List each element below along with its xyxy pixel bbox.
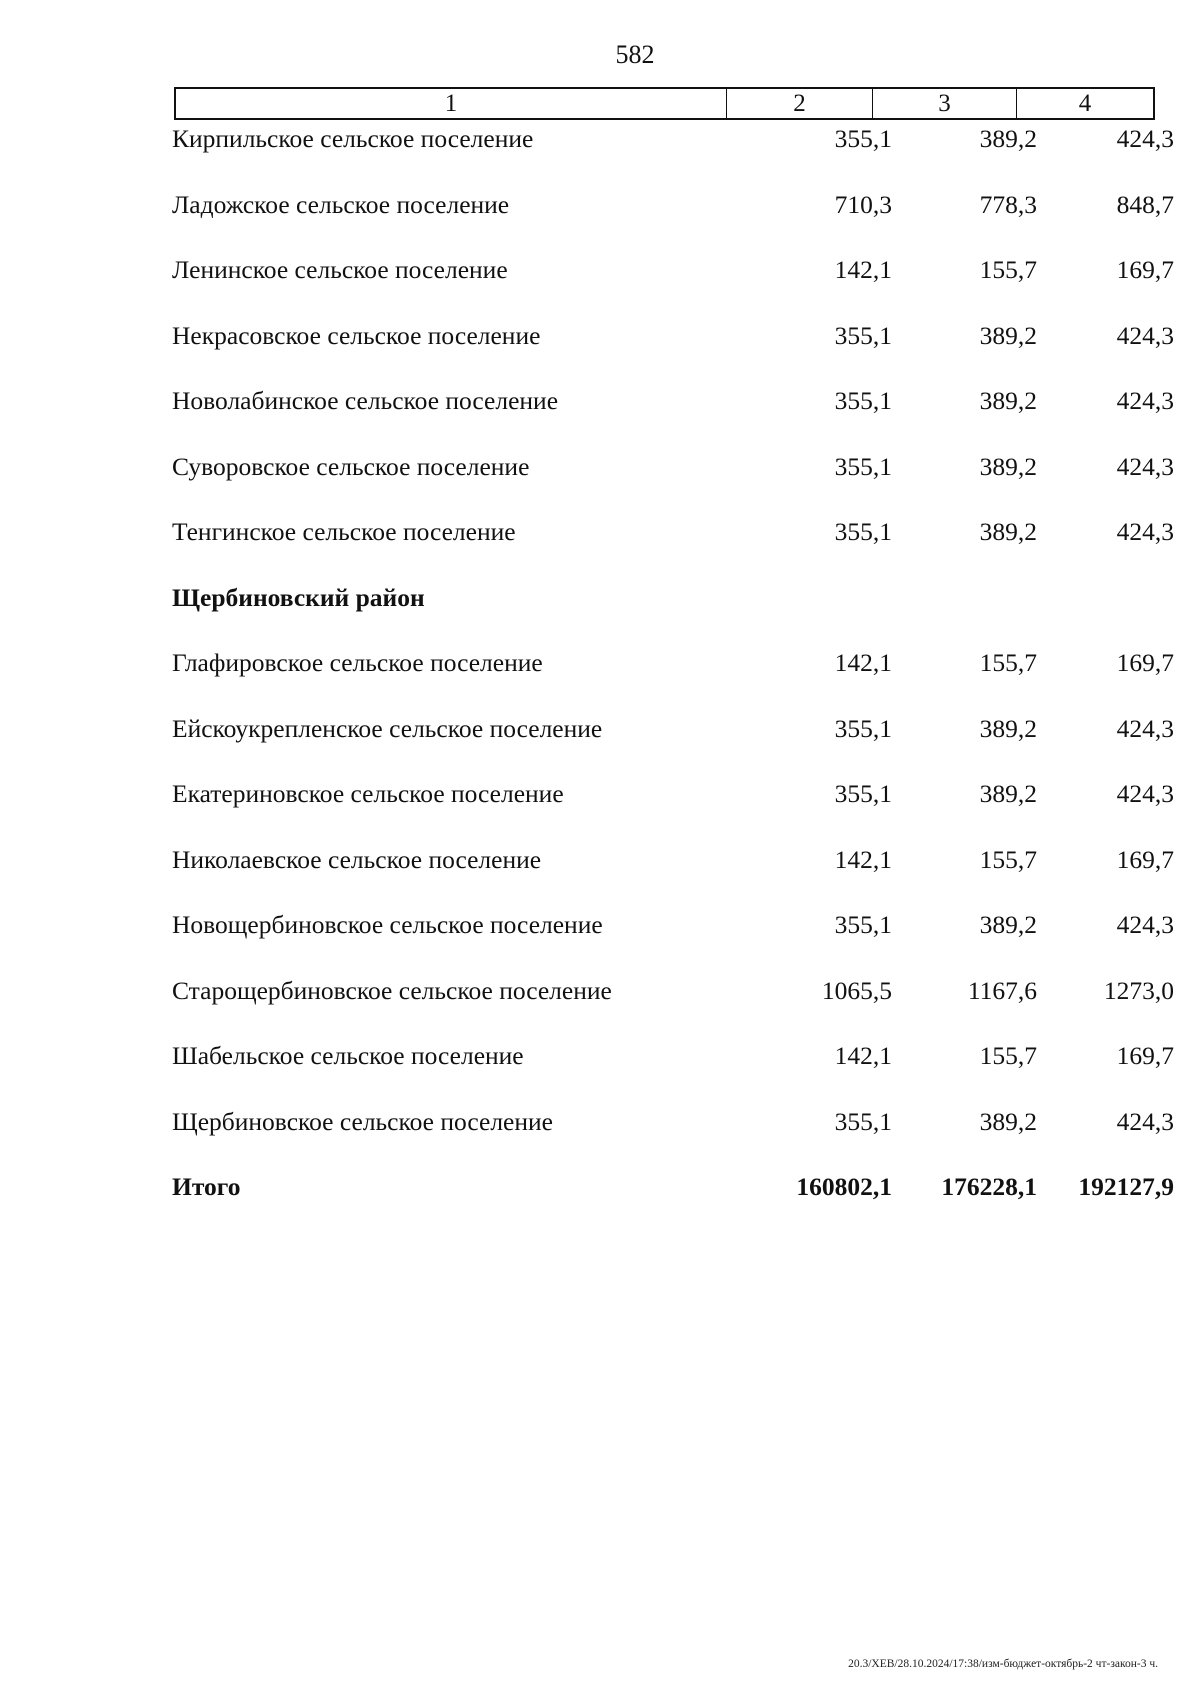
table-header-row [174, 87, 1155, 120]
row-value-col-2: 355,1 [834, 713, 892, 743]
row-value-col-4: 848,7 [1116, 189, 1174, 219]
table-row [172, 776, 1174, 842]
row-value-col-4: 169,7 [1116, 844, 1174, 874]
row-value-col-2: 355,1 [834, 779, 892, 808]
row-value-col-4: 169,7 [1116, 648, 1174, 677]
row-name: Кирпильское сельское поселение [172, 124, 534, 153]
table-header-col-1: 1 [176, 89, 727, 118]
row-name: Ладожское сельское поселение [172, 189, 510, 219]
row-value-col-3: 389,2 [979, 386, 1037, 415]
row-value-col-3: 389,2 [979, 1106, 1037, 1136]
table-row [172, 252, 1174, 318]
row-value-col-4: 424,3 [1116, 386, 1174, 415]
row-value-col-4: 424,3 [1116, 320, 1174, 350]
row-value-col-4: 424,3 [1116, 1106, 1174, 1136]
row-name: Некрасовское сельское поселение [172, 320, 541, 350]
row-value-col-2: 355,1 [834, 1106, 892, 1136]
row-value-col-2: 1065,5 [821, 975, 892, 1005]
table-row [172, 1038, 1174, 1104]
row-value-col-4: 424,3 [1116, 451, 1174, 481]
table-row [172, 187, 1174, 253]
table-header-col-4: 4 [1078, 90, 1092, 117]
row-name: Глафировское сельское поселение [172, 648, 543, 677]
row-value-col-3: 176228,1 [941, 1172, 1037, 1201]
row-value-col-3: 155,7 [979, 844, 1037, 874]
document-footer-stamp: 20.3/ХЕВ/28.10.2024/17:38/изм-бюджет-октябрь-2 чт-закон-3 ч. [848, 1658, 1158, 1670]
row-value-col-3: 389,2 [979, 124, 1037, 153]
row-value-col-2: 355,1 [834, 910, 892, 939]
row-value-col-3: 155,7 [979, 255, 1037, 284]
row-value-col-2: 142,1 [834, 844, 892, 874]
table-header-col-3: 3 [873, 89, 1017, 118]
row-value-col-3: 155,7 [979, 1041, 1037, 1070]
row-name: Щербиновское сельское поселение [172, 1106, 553, 1136]
row-value-col-2: 355,1 [834, 451, 892, 481]
row-value-col-3: 389,2 [979, 713, 1037, 743]
row-value-col-2: 142,1 [834, 1041, 892, 1070]
row-value-col-4: 424,3 [1116, 910, 1174, 939]
row-name: Щербиновский район [172, 582, 425, 612]
table-row [172, 383, 1174, 449]
row-name: Новощербиновское сельское поселение [172, 910, 603, 939]
row-name: Итого [172, 1172, 241, 1201]
row-value-col-3: 1167,6 [967, 975, 1037, 1005]
row-value-col-2: 142,1 [834, 255, 892, 284]
row-value-col-4: 169,7 [1116, 255, 1174, 284]
row-value-col-3: 389,2 [979, 320, 1037, 350]
row-value-col-2: 355,1 [834, 124, 892, 153]
row-value-col-4: 1273,0 [1103, 975, 1174, 1005]
row-value-col-3: 778,3 [979, 189, 1037, 219]
row-value-col-2: 355,1 [834, 320, 892, 350]
row-value-col-4: 192127,9 [1078, 1172, 1174, 1201]
row-value-col-3: 155,7 [979, 648, 1037, 677]
row-name: Суворовское сельское поселение [172, 451, 530, 481]
row-name: Шабельское сельское поселение [172, 1041, 524, 1070]
row-value-col-4: 424,3 [1116, 713, 1174, 743]
row-value-col-4: 424,3 [1116, 517, 1174, 546]
table-row [172, 973, 1174, 1039]
row-name: Старощербиновское сельское поселение [172, 975, 612, 1005]
row-value-col-2: 142,1 [834, 648, 892, 677]
row-value-col-2: 355,1 [834, 517, 892, 546]
table-row [172, 842, 1174, 908]
row-value-col-3: 389,2 [979, 451, 1037, 481]
table-row [172, 121, 1174, 187]
row-name: Новолабинское сельское поселение [172, 386, 559, 415]
row-value-col-3: 389,2 [979, 779, 1037, 808]
row-value-col-2: 160802,1 [796, 1172, 892, 1201]
table-body [172, 121, 1174, 1235]
row-value-col-2: 355,1 [834, 386, 892, 415]
row-name: Екатериновское сельское поселение [172, 779, 564, 808]
row-name: Тенгинское сельское поселение [172, 517, 516, 546]
table-row [172, 1104, 1174, 1170]
table-row [172, 514, 1174, 580]
row-value-col-4: 169,7 [1116, 1041, 1174, 1070]
row-value-col-3: 389,2 [979, 910, 1037, 939]
table-row [172, 645, 1174, 711]
row-value-col-2: 710,3 [834, 189, 892, 219]
table-row [172, 318, 1174, 384]
row-value-col-4: 424,3 [1116, 779, 1174, 808]
row-value-col-3: 389,2 [979, 517, 1037, 546]
table-header-col-2: 2 [727, 89, 873, 118]
page-number: 582 [615, 40, 655, 69]
row-name: Ейскоукрепленское сельское поселение [172, 713, 603, 743]
row-name: Николаевское сельское поселение [172, 844, 542, 874]
table-section-heading [172, 580, 1162, 646]
table-total-row [172, 1169, 1174, 1235]
table-row [172, 449, 1174, 515]
row-name: Ленинское сельское поселение [172, 255, 508, 284]
row-value-col-4: 424,3 [1116, 124, 1174, 153]
table-row [172, 711, 1174, 777]
table-row [172, 907, 1174, 973]
